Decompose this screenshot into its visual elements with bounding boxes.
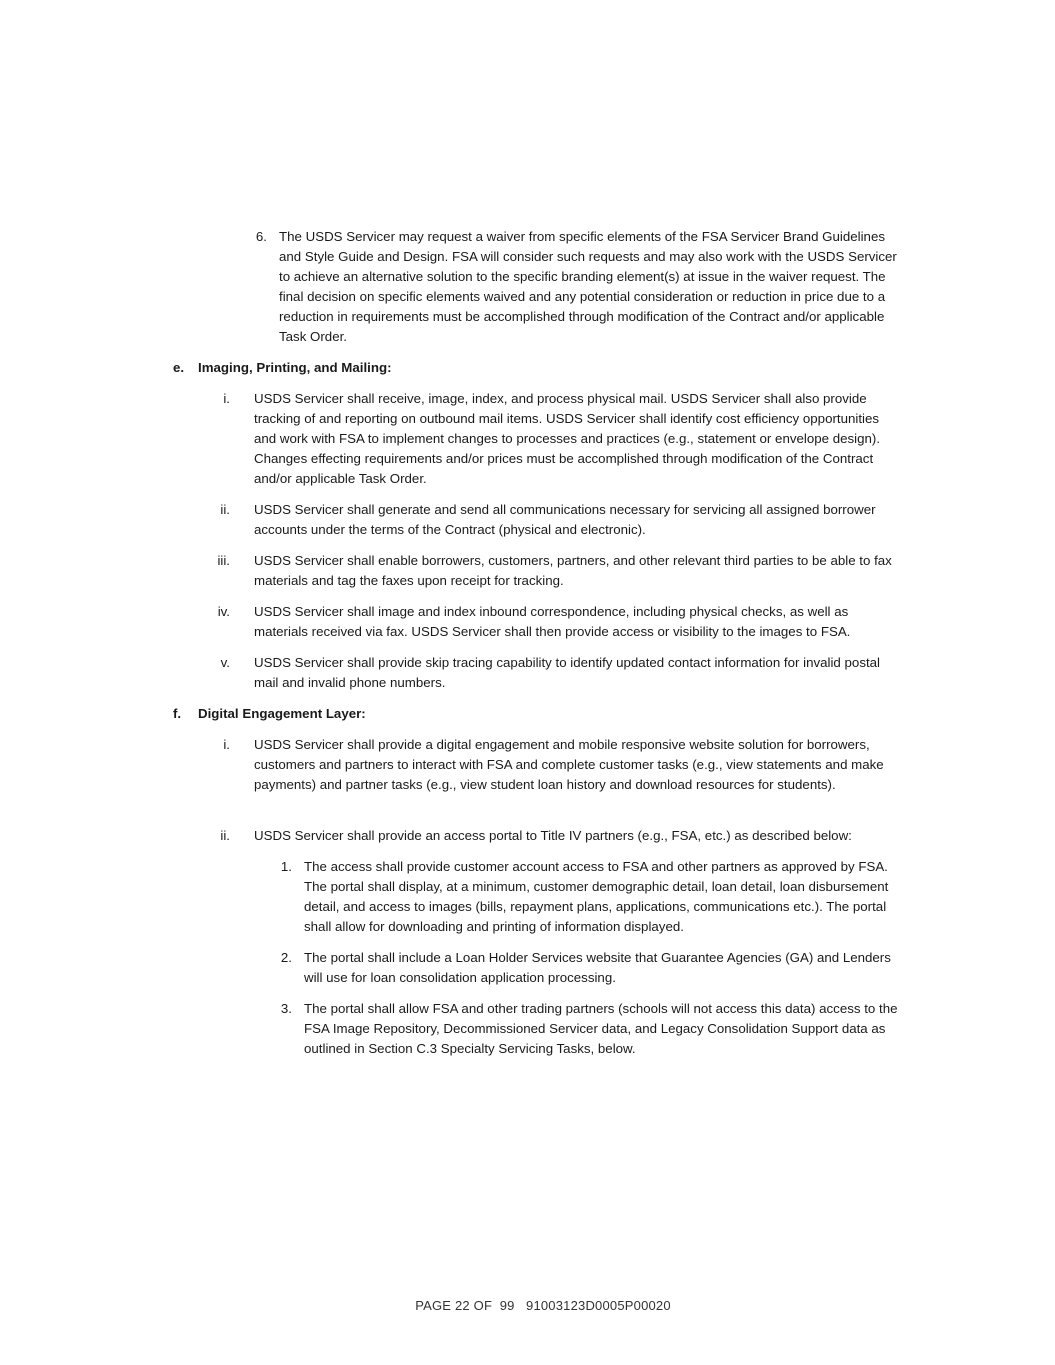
- section-f-item-ii-text: USDS Servicer shall provide an access portal to Title IV partners (e.g., FSA, etc.) as described below:: [254, 828, 852, 843]
- section-f-item-i-text: USDS Servicer shall provide a digital engagement and mobile responsive website solution for borrowers, customers and partners to interact with FSA and complete customer tasks (e.g., view statements and make payments) and partner tasks (e.g., view student loan history and download resources for students).: [254, 737, 884, 792]
- section-e-item-v-number: v.: [220, 655, 230, 670]
- section-f-subitem-2-number: 2.: [280, 950, 292, 965]
- section-f-subitem-1-number: 1.: [280, 859, 292, 874]
- page-footer: PAGE 22 OF 99 91003123D0005P00020: [415, 1298, 671, 1313]
- section-e-item-i-text: USDS Servicer shall receive, image, index, and process physical mail. USDS Servicer shall also provide tracking of and reporting on outbound mail items. USDS Servicer shall identify cost efficiency opportunities and work with FSA to implement changes to processes and practices (e.g., statement or envelope design). Changes effecting requirements and/or prices must be accomplished through modification of the Contract and/or applicable Task Order.: [254, 391, 881, 486]
- section-f-subitem-2-text: The portal shall include a Loan Holder Services website that Guarantee Agencies (GA) and Lenders will use for loan consolidation application processing.: [304, 950, 891, 985]
- section-e-item-iii-number: iii.: [217, 553, 230, 568]
- section-e-title: Imaging, Printing, and Mailing:: [198, 360, 392, 375]
- section-f-subitem-3-text: The portal shall allow FSA and other trading partners (schools will not access this data) access to the FSA Image Repository, Decommissioned Servicer data, and Legacy Consolidation Support data as outlined in Section C.3 Specialty Servicing Tasks, below.: [304, 1001, 898, 1056]
- section-f-item-i-number: i.: [223, 737, 230, 752]
- section-f-item-ii-number: ii.: [220, 828, 230, 843]
- section-f-title: Digital Engagement Layer:: [198, 706, 366, 721]
- item-6-number: 6.: [255, 229, 267, 244]
- section-e-item-iv-number: iv.: [217, 604, 230, 619]
- section-e-item-ii-number: ii.: [220, 502, 230, 517]
- section-e-item-iv-text: USDS Servicer shall image and index inbound correspondence, including physical checks, as well as materials received via fax. USDS Servicer shall then provide access or visibility to the images to FSA.: [254, 604, 851, 639]
- section-e-item-i-number: i.: [223, 391, 230, 406]
- section-e-letter: e.: [173, 360, 185, 375]
- section-e-item-iii-text: USDS Servicer shall enable borrowers, customers, partners, and other relevant third parties to be able to fax materials and tag the faxes upon receipt for tracking.: [254, 553, 892, 588]
- section-e-item-ii-text: USDS Servicer shall generate and send all communications necessary for servicing all assigned borrower accounts under the terms of the Contract (physical and electronic).: [254, 502, 876, 537]
- section-f-letter: f.: [173, 706, 182, 721]
- section-f-subitem-3-number: 3.: [280, 1001, 292, 1016]
- item-6-text: The USDS Servicer may request a waiver from specific elements of the FSA Servicer Brand Guidelines and Style Guide and Design. FSA will consider such requests and may also work with the USDS Servicer to achieve an alternative solution to the specific branding element(s) at issue in the waiver request. The final decision on specific elements waived and any potential consideration or reduction in price due to a reduction in requirements must be accomplished through modification of the Contract and/or applicable Task Order.: [279, 229, 897, 344]
- section-f-subitem-1-text: The access shall provide customer account access to FSA and other partners as approved by FSA. The portal shall display, at a minimum, customer demographic detail, loan detail, loan disbursement detail, and access to images (bills, repayment plans, applications, communications etc.). The portal shall allow for downloading and printing of information displayed.: [304, 859, 889, 934]
- section-e-item-v-text: USDS Servicer shall provide skip tracing capability to identify updated contact information for invalid postal mail and invalid phone numbers.: [254, 655, 881, 690]
